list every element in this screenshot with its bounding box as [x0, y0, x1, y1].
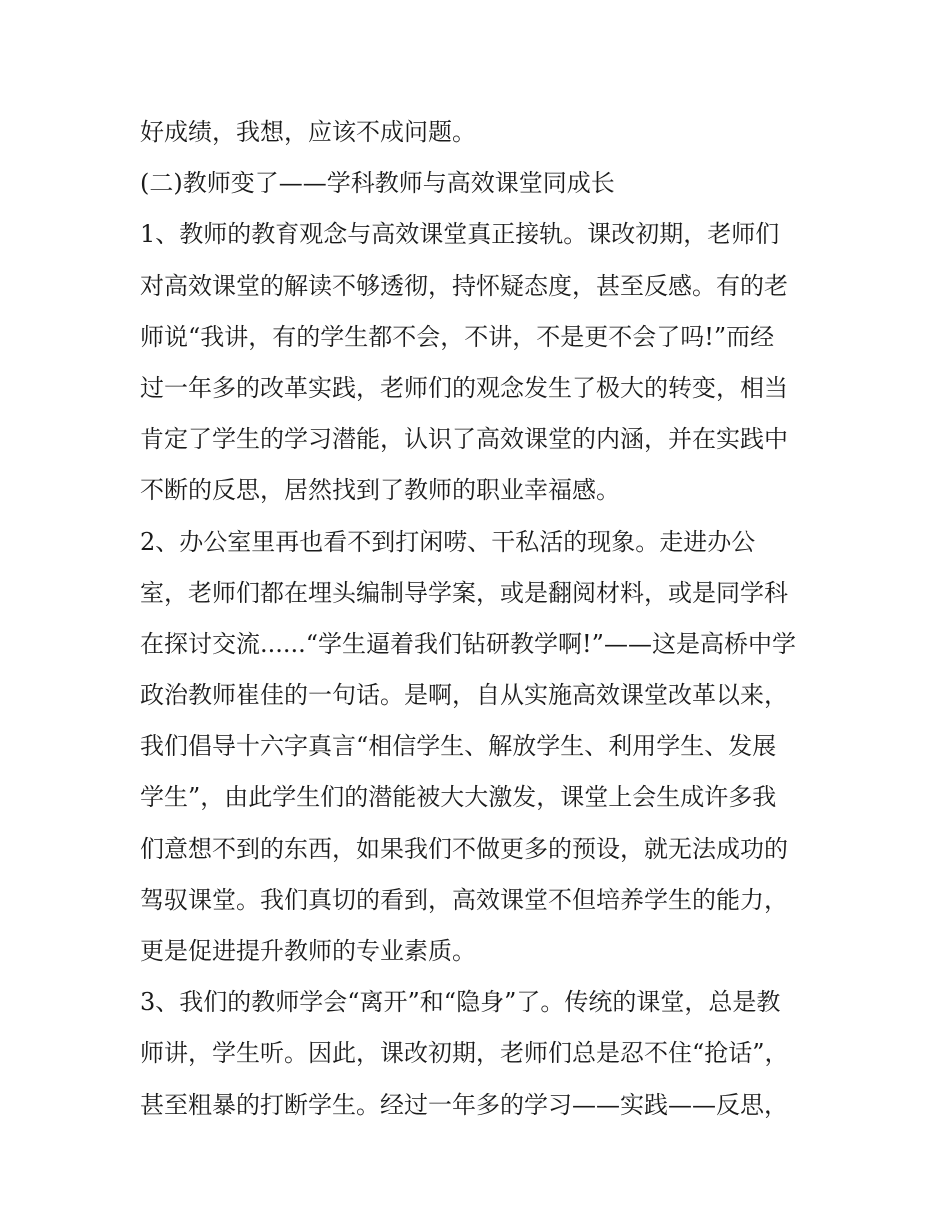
text-line: 室，老师们都在埋头编制导学案，或是翻阅材料，或是同学科 — [140, 578, 788, 607]
text-line: 好成绩，我想，应该不成问题。 — [140, 118, 476, 146]
document-body — [140, 107, 820, 1131]
text-line: 3、我们的教师学会“离开”和“隐身”了。传统的课堂，总是教 — [140, 988, 781, 1017]
text-line: 过一年多的改革实践，老师们的观念发生了极大的转变，相当 — [140, 373, 788, 402]
text-line: 政治教师崔佳的一句话。是啊，自从实施高效课堂改革以来， — [140, 681, 788, 710]
text-line: 对高效课堂的解读不够透彻，持怀疑态度，甚至反感。有的老 — [140, 271, 788, 300]
section-heading: (二)教师变了——学科教师与高效课堂同成长 — [140, 169, 615, 198]
text-line: 师讲，学生听。因此，课改初期，老师们总是忍不住“抢话”， — [140, 1039, 789, 1068]
text-line: 更是促进提升教师的专业素质。 — [140, 937, 476, 965]
text-line: 甚至粗暴的打断学生。经过一年多的学习——实践——反思， — [140, 1090, 788, 1119]
text-line: 肯定了学生的学习潜能，认识了高效课堂的内涵，并在实践中 — [140, 425, 788, 454]
text-line: 1、教师的教育观念与高效课堂真正接轨。课改初期，老师们 — [140, 220, 780, 249]
text-line: 们意想不到的东西，如果我们不做更多的预设，就无法成功的 — [140, 834, 788, 863]
text-line: 2、办公室里再也看不到打闲唠、干私活的现象。走进办公 — [140, 527, 756, 556]
text-line: 师说“我讲，有的学生都不会，不讲，不是更不会了吗!”而经 — [140, 322, 775, 351]
text-line: 驾驭课堂。我们真切的看到，高效课堂不但培养学生的能力， — [140, 885, 788, 914]
text-line: 我们倡导十六字真言“相信学生、解放学生、利用学生、发展 — [140, 732, 777, 761]
text-line: 学生”，由此学生们的潜能被大大激发，课堂上会生成许多我 — [140, 783, 777, 812]
text-line: 不断的反思，居然找到了教师的职业幸福感。 — [140, 476, 620, 505]
text-line: 在探讨交流......“学生逼着我们钻研教学啊!”——这是高桥中学 — [140, 629, 796, 658]
